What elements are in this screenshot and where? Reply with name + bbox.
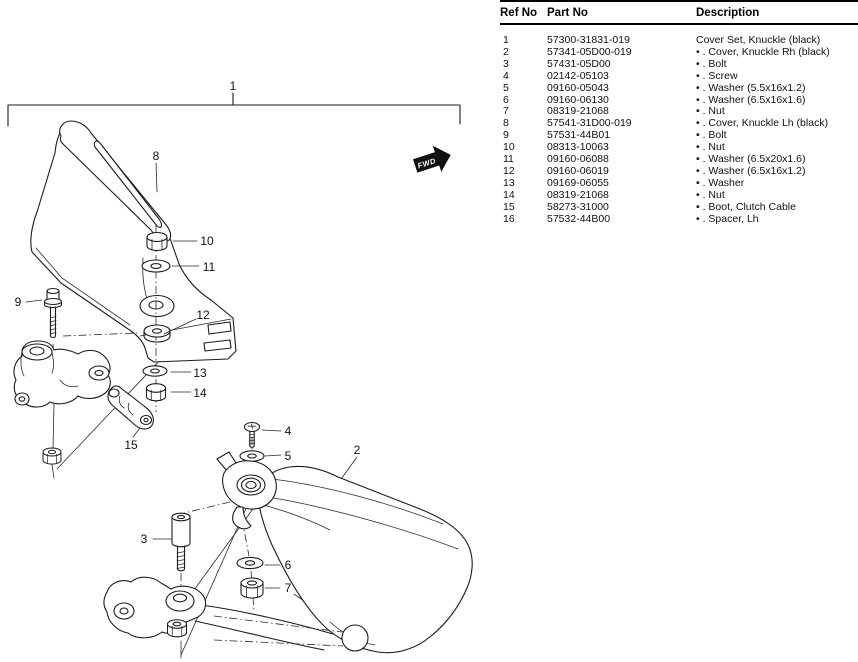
description-cell: • . Screw xyxy=(696,69,738,82)
description-cell: • . Nut xyxy=(696,141,725,154)
ref-no-cell: 13 xyxy=(503,176,515,189)
part-no-cell: 02142-05103 xyxy=(547,69,609,82)
description-cell: • . Spacer, Lh xyxy=(696,212,759,225)
table-row xyxy=(500,214,858,226)
description-cell: • . Washer (6.5x16x1.2) xyxy=(696,164,806,177)
ref-no-cell: 8 xyxy=(503,117,509,130)
ref-no-cell: 7 xyxy=(503,105,509,118)
description-cell: • . Washer xyxy=(696,176,745,189)
callout-label-1: 1 xyxy=(229,79,237,93)
callout-label-9: 9 xyxy=(14,295,22,309)
header-row xyxy=(500,1,858,24)
part-no-cell: 57541-31D00-019 xyxy=(547,117,632,130)
part-no-cell: 09169-06055 xyxy=(547,176,609,189)
ref-no-cell: 3 xyxy=(503,57,509,70)
ref-no-cell: 12 xyxy=(503,164,515,177)
parts-table-header xyxy=(500,1,858,24)
table-row xyxy=(500,190,858,202)
washer-11-drawing xyxy=(142,260,170,272)
col-header-part-no: Part No xyxy=(547,1,696,24)
nut-under-knuckle-drawing xyxy=(43,448,61,464)
part-no-cell: 57300-31831-019 xyxy=(547,34,630,46)
nut-14-drawing xyxy=(147,384,166,401)
part-no-cell: 57532-44B00 xyxy=(547,212,611,225)
nut-10-drawing xyxy=(147,233,167,251)
description-cell: • . Washer (5.5x16x1.2) xyxy=(696,81,806,94)
ref-no-cell: 14 xyxy=(503,188,515,201)
callout-label-2: 2 xyxy=(353,443,361,457)
part-no-cell: 08319-21068 xyxy=(547,188,609,201)
table-row xyxy=(500,24,858,47)
ref-no-cell: 6 xyxy=(503,93,509,106)
description-cell: • . Cover, Knuckle Lh (black) xyxy=(696,117,829,130)
ref-no-cell: 5 xyxy=(503,81,509,94)
part-no-cell: 58273-31000 xyxy=(547,200,609,213)
callout-label-3: 3 xyxy=(140,532,148,546)
parts-table-panel xyxy=(500,0,858,226)
callout-label-11: 11 xyxy=(202,260,216,274)
callout-label-13: 13 xyxy=(193,366,207,380)
nut-7-drawing xyxy=(241,578,263,598)
ref-no-cell: 4 xyxy=(503,69,509,82)
description-cell: Cover Set, Knuckle (black) xyxy=(696,34,821,46)
callout-label-8: 8 xyxy=(152,149,160,163)
knuckle-casting-drawing xyxy=(14,341,110,478)
part-no-cell: 09160-05043 xyxy=(547,81,609,94)
washer-5-drawing xyxy=(240,451,264,461)
bolt-9-drawing xyxy=(45,289,62,338)
callout-label-10: 10 xyxy=(200,234,214,248)
description-cell: • . Washer (6.5x20x1.6) xyxy=(696,153,806,166)
callout-label-14: 14 xyxy=(193,386,207,400)
callout-label-15: 15 xyxy=(124,438,138,452)
ref-no-cell: 16 xyxy=(503,212,515,225)
callout-label-12: 12 xyxy=(196,308,210,322)
washer-6-drawing xyxy=(237,557,263,568)
col-header-ref-no: Ref No xyxy=(500,1,547,24)
description-cell: • . Nut xyxy=(696,188,725,201)
ref-no-cell: 15 xyxy=(503,200,515,213)
part-no-cell: 08313-10063 xyxy=(547,141,609,154)
description-cell: • . Cover, Knuckle Rh (black) xyxy=(696,45,830,58)
description-cell: • . Bolt xyxy=(696,129,727,142)
washer-13-drawing xyxy=(143,366,167,376)
ref-no-cell: 11 xyxy=(503,153,514,166)
ref-no-cell: 2 xyxy=(503,45,509,58)
part-no-cell: 08319-21068 xyxy=(547,105,609,118)
table-row xyxy=(500,83,858,95)
part-no-cell: 57431-05D00 xyxy=(547,57,611,70)
part-no-cell: 09160-06019 xyxy=(547,164,609,177)
part-no-cell: 09160-06130 xyxy=(547,93,609,106)
fwd-arrow-icon xyxy=(412,143,454,178)
table-row xyxy=(500,59,858,71)
part-no-cell: 57531-44B01 xyxy=(547,129,611,142)
description-cell: • . Washer (6.5x16x1.6) xyxy=(696,93,806,106)
col-header-description: Description xyxy=(696,1,858,24)
bolt-3-drawing xyxy=(172,513,190,571)
parts-table-body xyxy=(500,24,858,226)
ref-no-cell: 10 xyxy=(503,141,515,154)
description-cell: • . Bolt xyxy=(696,57,727,70)
fwd-arrow-label: FWD xyxy=(416,156,437,171)
part-no-cell: 09160-06088 xyxy=(547,153,609,166)
description-cell: • . Nut xyxy=(696,105,725,118)
ref-no-cell: 9 xyxy=(503,129,509,142)
table-row xyxy=(500,178,858,190)
parts-table xyxy=(500,0,858,226)
table-row xyxy=(500,71,858,83)
screw-4-drawing xyxy=(245,423,260,448)
callout-label-5: 5 xyxy=(284,449,292,463)
callout-label-4: 4 xyxy=(284,424,292,438)
callout-label-7: 7 xyxy=(284,581,292,595)
table-row xyxy=(500,202,858,214)
description-cell: • . Boot, Clutch Cable xyxy=(696,200,796,213)
callout-label-6: 6 xyxy=(284,558,292,572)
nut-under-perch-drawing xyxy=(168,620,187,637)
part-no-cell: 57341-05D00-019 xyxy=(547,45,632,58)
ref-no-cell: 1 xyxy=(503,34,509,46)
